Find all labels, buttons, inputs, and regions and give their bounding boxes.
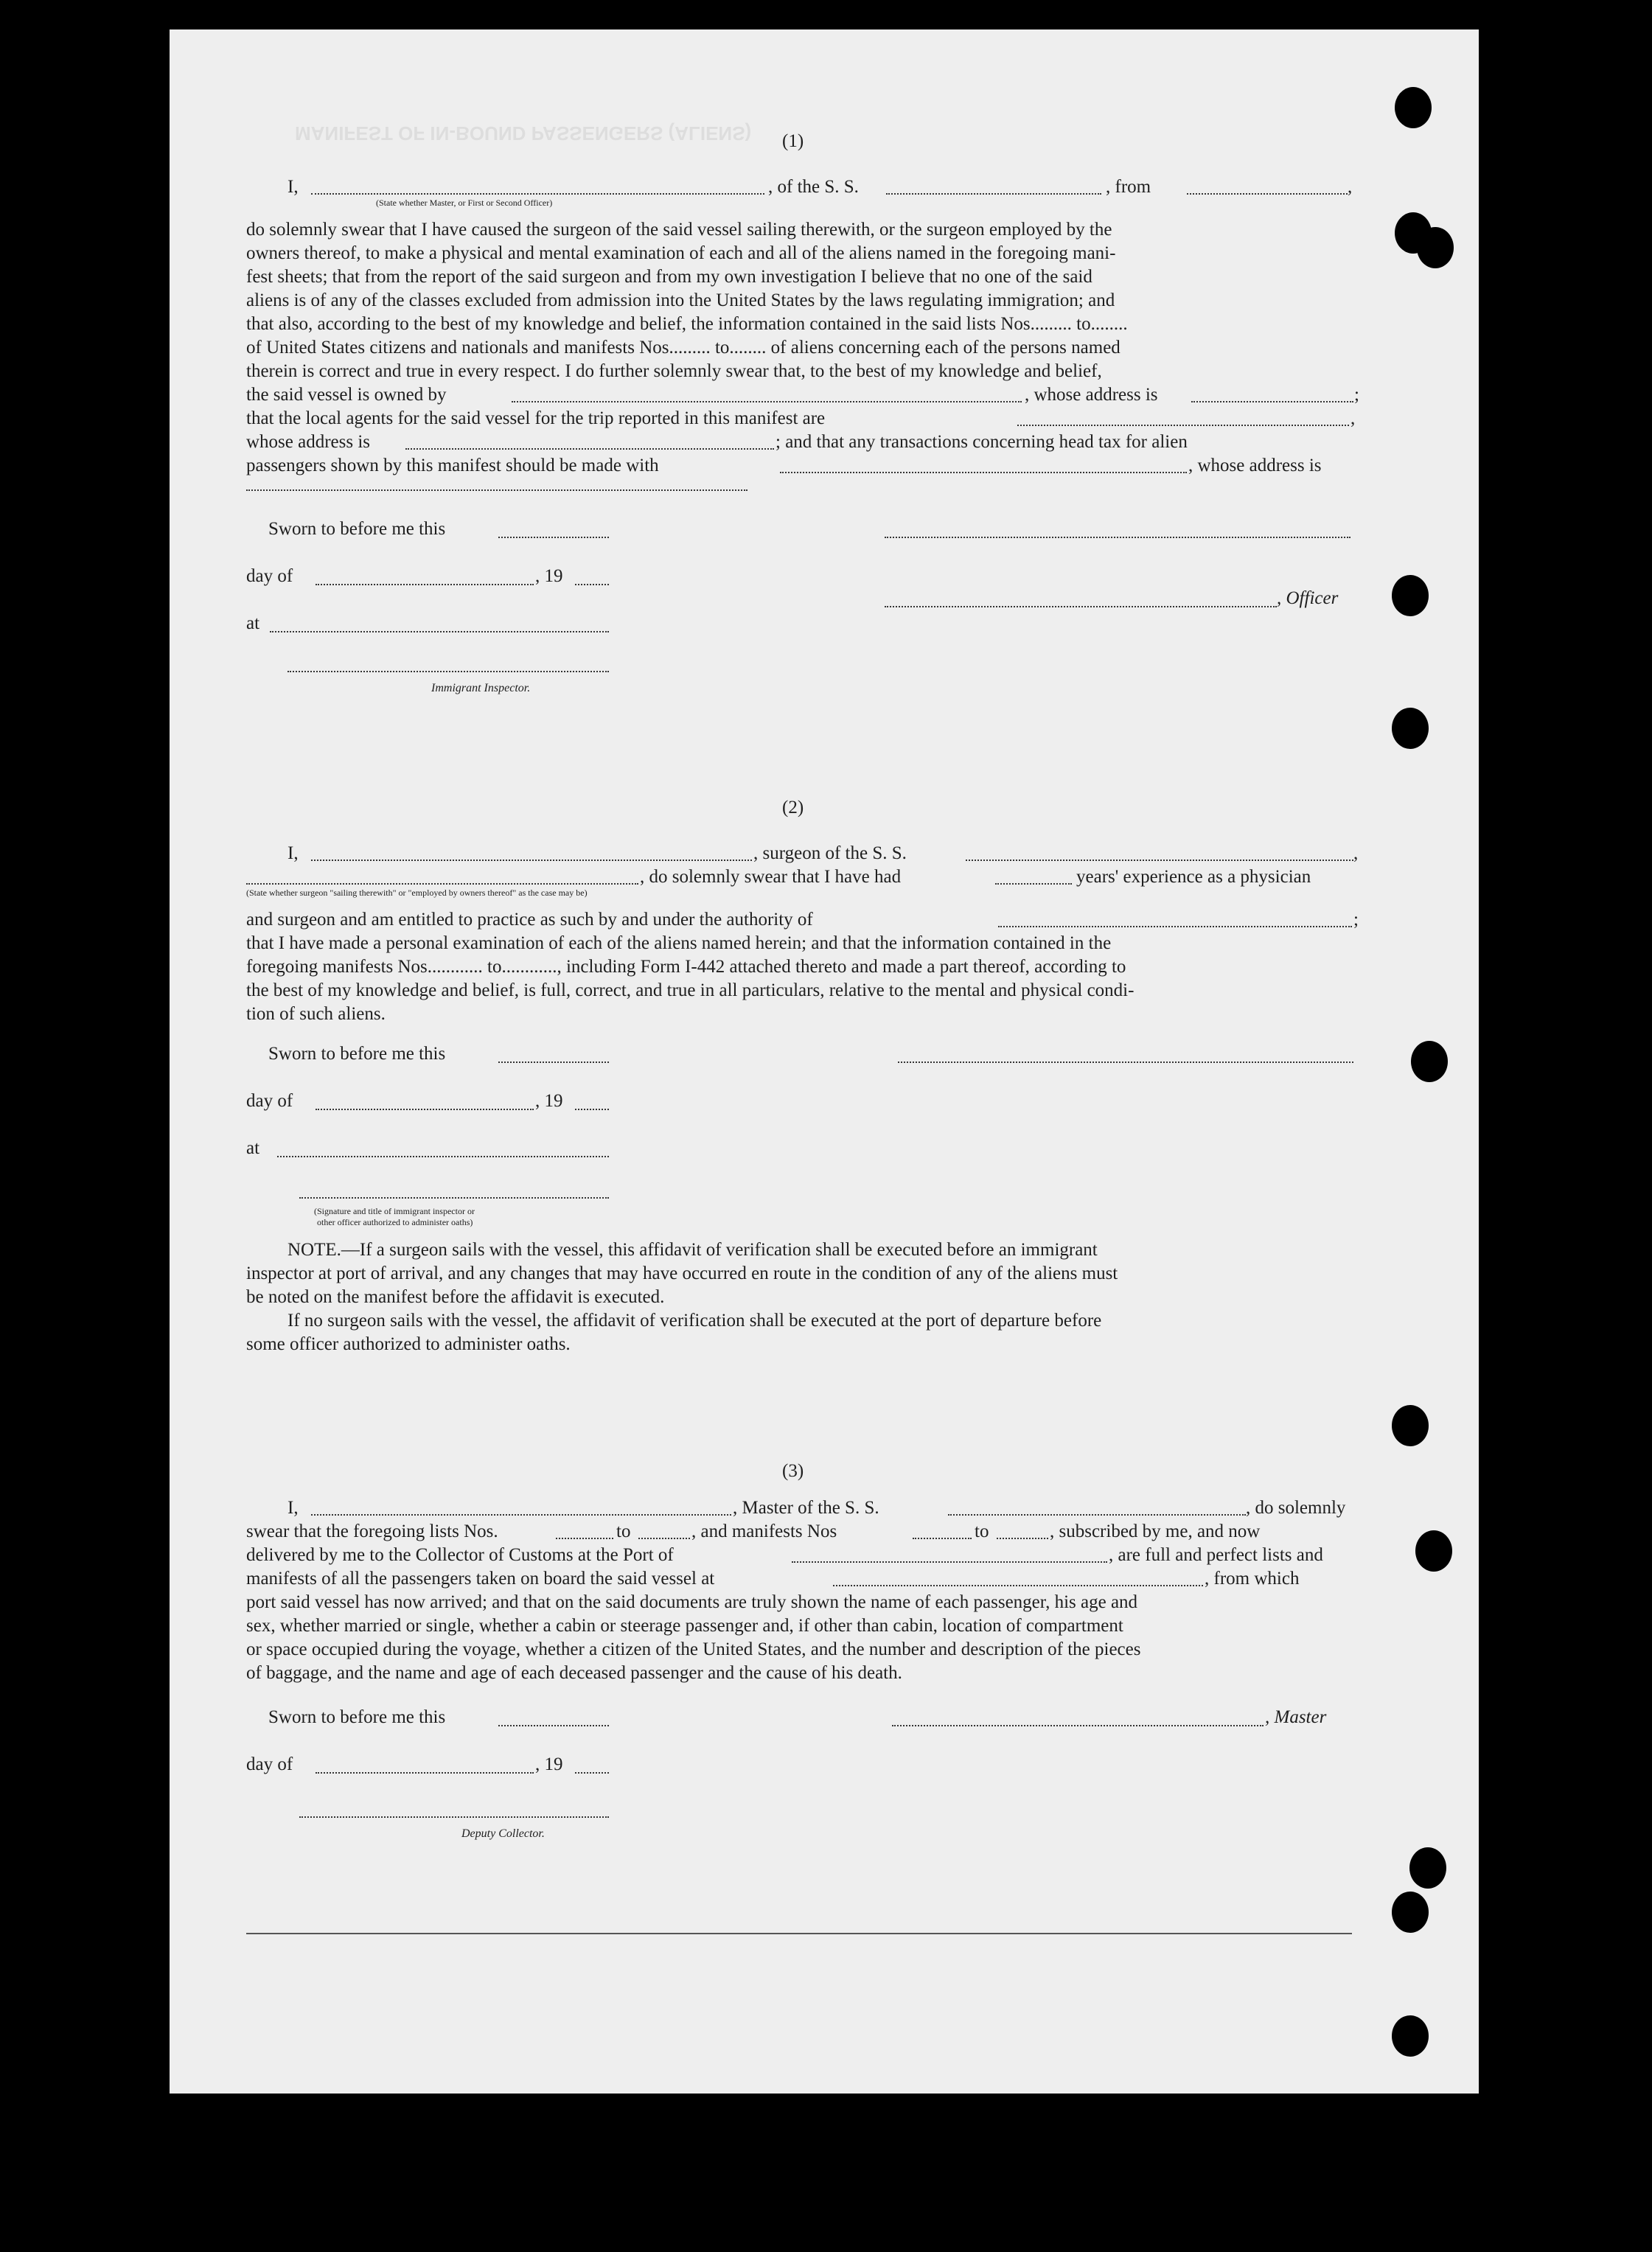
affidavit-line: therein is correct and true in every respect. I do further solemnly swear that, to the best of my knowledge and belief, (246, 361, 1102, 381)
label-from: , from (1106, 177, 1151, 197)
year-label: , 19 (535, 1754, 563, 1774)
section-number: (1) (782, 131, 804, 151)
master-name-field[interactable] (311, 1514, 731, 1516)
note-line: some officer authorized to administer oaths. (246, 1334, 571, 1354)
day-of-field[interactable] (316, 1772, 534, 1774)
punch-hole (1392, 2015, 1429, 2057)
day-of-field[interactable] (316, 584, 534, 585)
master-note: (State whether Master, or First or Second Officer) (376, 198, 553, 208)
label-i: I, (287, 843, 299, 863)
authority-field[interactable] (998, 926, 1352, 927)
year-label: , 19 (535, 1091, 563, 1111)
affidavit-line: aliens is of any of the classes excluded from admission into the United States by the laws regulating immigration; and (246, 290, 1115, 310)
affidavit-line: ; and that any transactions concerning head tax for alien (776, 432, 1188, 452)
at-label: at (246, 1138, 260, 1158)
inspector-label: Immigrant Inspector. (431, 682, 531, 694)
affidavit-line: port said vessel has now arrived; and that on the said documents are truly shown the name of each passenger, his age and (246, 1592, 1138, 1612)
label-surgeon-of-ss: , surgeon of the S. S. (753, 843, 907, 863)
punctuation: , (1353, 843, 1359, 863)
inspector-signature-line[interactable] (287, 671, 609, 672)
affidavit-line: , do solemnly (1246, 1498, 1346, 1518)
officer-label: , Officer (1277, 588, 1339, 608)
affidavit-line: years' experience as a physician (1076, 867, 1311, 887)
at-label: at (246, 613, 260, 633)
affidavit-line: , and manifests Nos (691, 1521, 837, 1541)
affidavit-line: sex, whether married or single, whether a cabin or steerage passenger and, if other than cabin, location of compartment (246, 1616, 1123, 1636)
vessel-name-field[interactable] (948, 1514, 1246, 1516)
manifests-from-field[interactable] (913, 1538, 972, 1539)
boarding-port-field[interactable] (833, 1585, 1203, 1586)
owner-address-label: , whose address is (1025, 385, 1158, 405)
sworn-label: Sworn to before me this (268, 519, 446, 539)
bottom-rule (246, 1933, 1352, 1934)
year-field[interactable] (575, 1772, 609, 1774)
affidavit-line: tion of such aliens. (246, 1004, 386, 1024)
sworn-date-field[interactable] (498, 1061, 609, 1063)
section-number: (2) (782, 798, 804, 818)
surgeon-signature-line[interactable] (898, 1061, 1353, 1063)
note-line: be noted on the manifest before the affidavit is executed. (246, 1287, 665, 1307)
affidavit-line: , do solemnly swear that I have had (640, 867, 902, 887)
punctuation: ; (1354, 385, 1359, 405)
owner-address-field[interactable] (1191, 401, 1353, 402)
note-line: If no surgeon sails with the vessel, the affidavit of verification shall be executed at the port of departure before (287, 1311, 1102, 1331)
lists-to-field[interactable] (638, 1538, 690, 1539)
note-line: inspector at port of arrival, and any changes that may have occurred en route in the condition of any of the aliens must (246, 1263, 1118, 1283)
agents-address-label: whose address is (246, 432, 371, 452)
surgeon-status-field[interactable] (246, 883, 638, 885)
at-place-field[interactable] (277, 1156, 609, 1157)
years-field[interactable] (995, 883, 1072, 885)
sworn-date-field[interactable] (498, 1725, 609, 1726)
head-tax-party-field[interactable] (780, 472, 1187, 473)
punch-hole (1392, 1405, 1429, 1446)
affidavit-line: of United States citizens and nationals and manifests Nos......... to........ of aliens concerning each of the persons named (246, 338, 1120, 358)
punctuation: , (1348, 177, 1353, 197)
master-label: , Master (1265, 1707, 1327, 1727)
affidavit-line: , are full and perfect lists and (1109, 1545, 1323, 1565)
affidavit-line: , subscribed by me, and now (1050, 1521, 1261, 1541)
lists-from-field[interactable] (556, 1538, 613, 1539)
affidavit-line: of baggage, and the name and age of each deceased passenger and the cause of his death. (246, 1663, 902, 1683)
affidavit-line: owners thereof, to make a physical and mental examination of each and all of the aliens named in the foregoing mani- (246, 243, 1116, 263)
affidavit-line: the best of my knowledge and belief, is full, correct, and true in all particulars, relative to the mental and physical condi- (246, 980, 1135, 1000)
surgeon-note: (State whether surgeon "sailing therewith" or "employed by owners thereof" as the case may be) (246, 888, 588, 898)
master-signature-line[interactable] (885, 537, 1350, 538)
punctuation: ; (1353, 910, 1359, 930)
affidavit-line: swear that the foregoing lists Nos. (246, 1521, 498, 1541)
officer-signature-line[interactable] (885, 606, 1277, 607)
note-line: NOTE.—If a surgeon sails with the vessel, this affidavit of verification shall be executed before an immigrant (287, 1240, 1098, 1260)
affidavit-line: delivered by me to the Collector of Customs at the Port of (246, 1545, 674, 1565)
surgeon-name-field[interactable] (311, 860, 752, 861)
affidavit-line: that I have made a personal examination of each of the aliens named herein; and that the information contained in the (246, 933, 1112, 953)
deputy-signature-line[interactable] (299, 1816, 609, 1818)
label-i: I, (287, 177, 299, 197)
punch-hole (1415, 1530, 1452, 1572)
year-field[interactable] (575, 584, 609, 585)
signature-note: other officer authorized to administer oaths) (317, 1217, 473, 1227)
label-master-of-ss: , Master of the S. S. (733, 1498, 879, 1518)
manifests-to-field[interactable] (997, 1538, 1048, 1539)
to-label: to (616, 1521, 631, 1541)
affidavit-line: foregoing manifests Nos............ to............, including Form I-442 attached thereto and made a part thereof, according to (246, 957, 1126, 977)
entitled-label: and surgeon and am entitled to practice as such by and under the authority of (246, 910, 813, 930)
affidavit-line: do solemnly swear that I have caused the surgeon of the said vessel sailing therewith, or the surgeon employed by the (246, 220, 1112, 240)
at-place-field[interactable] (270, 631, 609, 632)
agents-label: that the local agents for the said vessel for the trip reported in this manifest are (246, 408, 826, 428)
punch-hole (1392, 575, 1429, 616)
punch-hole (1417, 227, 1454, 268)
day-of-label: day of (246, 1754, 293, 1774)
label-of-ss: , of the S. S. (768, 177, 859, 197)
port-field[interactable] (792, 1561, 1107, 1563)
owned-label: the said vessel is owned by (246, 385, 447, 405)
to-label: to (975, 1521, 989, 1541)
vessel-name-field[interactable] (886, 193, 1101, 195)
signature-note: (Signature and title of immigrant inspector or (314, 1206, 475, 1216)
year-label: , 19 (535, 566, 563, 586)
surgeon-vessel-field[interactable] (966, 860, 1353, 861)
deputy-label: Deputy Collector. (461, 1827, 545, 1840)
punch-hole (1392, 1892, 1429, 1933)
affidavit-line: , from which (1205, 1569, 1300, 1589)
master-name-field[interactable] (311, 193, 764, 195)
head-tax-address-label: , whose address is (1188, 456, 1322, 475)
agents-field[interactable] (1017, 425, 1349, 426)
document-page (170, 29, 1479, 2094)
day-of-field[interactable] (316, 1109, 534, 1110)
agents-address-field[interactable] (405, 448, 774, 450)
passengers-label: passengers shown by this manifest should be made with (246, 456, 659, 475)
owner-field[interactable] (512, 401, 1022, 402)
affidavit-line: fest sheets; that from the report of the said surgeon and from my own investigation I believe that no one of the said (246, 267, 1092, 287)
sworn-date-field[interactable] (498, 537, 609, 538)
label-i: I, (287, 1498, 299, 1518)
affidavit-line: manifests of all the passengers taken on board the said vessel at (246, 1569, 715, 1589)
from-port-field[interactable] (1187, 193, 1348, 195)
head-tax-address-field[interactable] (246, 489, 747, 491)
year-field[interactable] (575, 1109, 609, 1110)
punctuation: , (1350, 408, 1356, 428)
bleed-through-text: MANIFEST OF IN-BOUND PASSENGERS (ALIENS) (295, 122, 752, 144)
examiner-signature-line[interactable] (299, 1197, 609, 1199)
affidavit-line: that also, according to the best of my knowledge and belief, the information contained in the said lists Nos......... to........ (246, 314, 1128, 334)
master-signature-line[interactable] (892, 1725, 1264, 1726)
punch-hole (1411, 1041, 1448, 1082)
day-of-label: day of (246, 1091, 293, 1111)
punch-hole (1392, 708, 1429, 749)
section-number: (3) (782, 1461, 804, 1481)
punch-hole (1409, 1847, 1446, 1889)
day-of-label: day of (246, 566, 293, 586)
affidavit-line: or space occupied during the voyage, whether a citizen of the United States, and the number and description of the pieces (246, 1639, 1141, 1659)
punch-hole (1395, 87, 1432, 128)
sworn-label: Sworn to before me this (268, 1707, 446, 1727)
sworn-label: Sworn to before me this (268, 1044, 446, 1064)
